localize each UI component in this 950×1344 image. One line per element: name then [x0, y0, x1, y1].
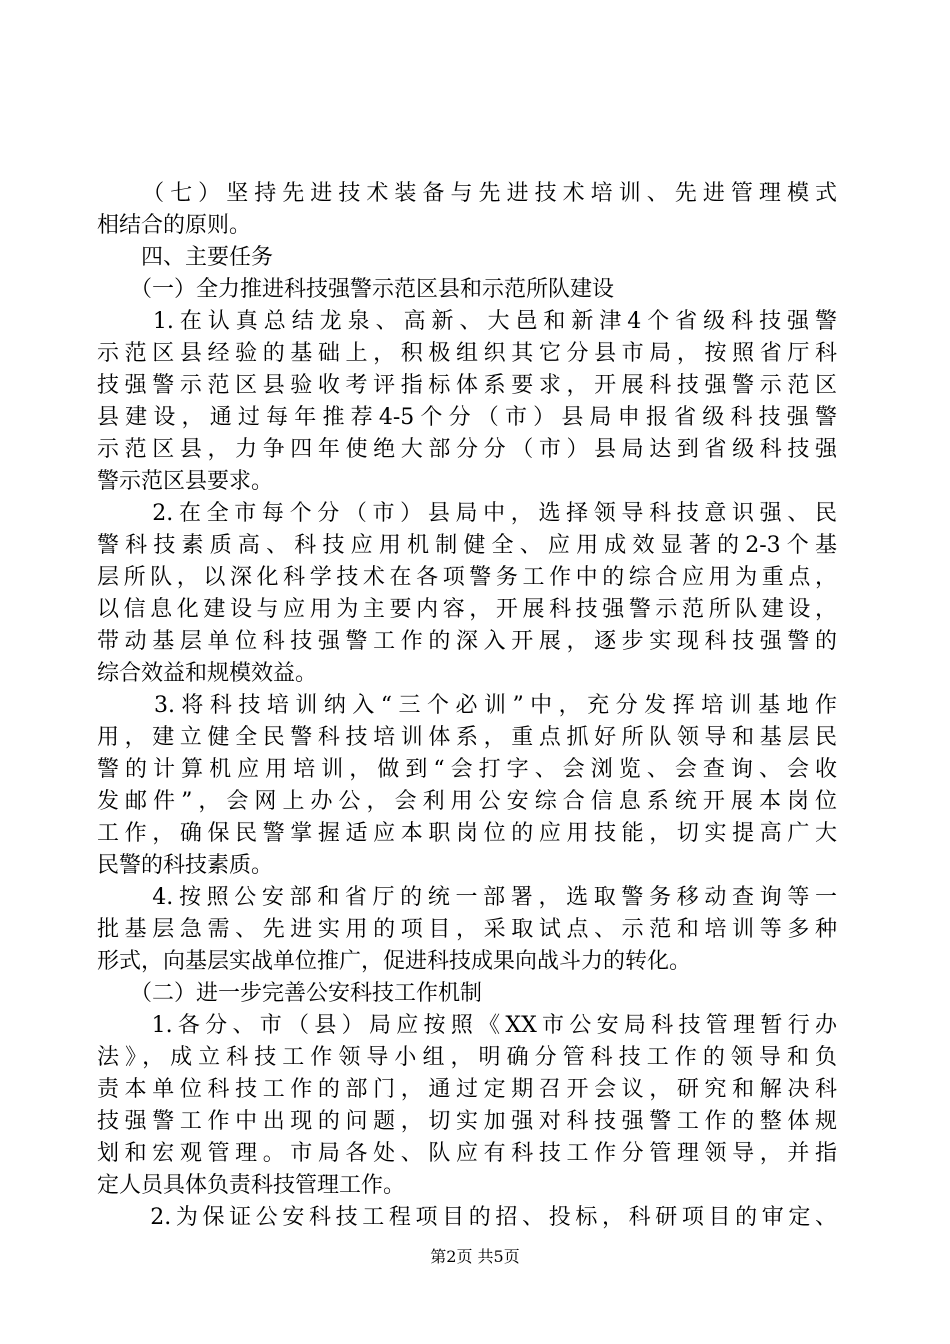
text-line: 定人员具体负责科技管理工作。 [97, 1173, 406, 1198]
text-line: 1.在认真总结龙泉、高新、大邑和新津4个省级科技强警 [97, 309, 837, 334]
text-line: 用，建立健全民警科技培训体系，重点抓好所队领导和基层民 [97, 725, 837, 750]
text-line: 民警的科技素质。 [97, 853, 274, 878]
page-footer: 第2页 共5页 [430, 1247, 520, 1266]
subsection-heading: （二）进一步完善公安科技工作机制 [97, 981, 483, 1006]
text-line: 1.各分、市（县）局应按照《XX市公安局科技管理暂行办 [97, 1013, 837, 1038]
document-body [97, 178, 837, 1234]
text-line: 以信息化建设与应用为主要内容，开展科技强警示范所队建设， [97, 597, 837, 622]
text-line: 县建设，通过每年推荐4-5个分（市）县局申报省级科技强警 [97, 405, 837, 430]
text-line: 综合效益和规模效益。 [97, 661, 318, 686]
text-line: 4.按照公安部和省厅的统一部署，选取警务移动查询等一 [97, 885, 837, 910]
text-line: （七）坚持先进技术装备与先进技术培训、先进管理模式 [97, 181, 837, 206]
text-line: 技强警示范区县验收考评指标体系要求，开展科技强警示范区 [97, 373, 837, 398]
text-line: 2.为保证公安科技工程项目的招、投标，科研项目的审定、 [97, 1205, 837, 1230]
text-line: 示范区县，力争四年使绝大部分分（市）县局达到省级科技强 [97, 437, 837, 462]
text-line: 3.将科技培训纳入“三个必训”中，充分发挥培训基地作 [97, 693, 837, 718]
section-heading: 四、主要任务 [97, 245, 274, 270]
text-line: 划和宏观管理。市局各处、队应有科技工作分管理领导，并指 [97, 1141, 837, 1166]
text-line: 警示范区县要求。 [97, 469, 274, 494]
text-line: 2.在全市每个分（市）县局中，选择领导科技意识强、民 [97, 501, 837, 526]
text-line: 法》，成立科技工作领导小组，明确分管科技工作的领导和负 [97, 1045, 837, 1070]
text-line: 示范区县经验的基础上，积极组织其它分县市局，按照省厅科 [97, 341, 837, 366]
text-line: 工作，确保民警掌握适应本职岗位的应用技能，切实提高广大 [97, 821, 837, 846]
text-line: 批基层急需、先进实用的项目，采取试点、示范和培训等多种 [97, 917, 837, 942]
text-line: 技强警工作中出现的问题，切实加强对科技强警工作的整体规 [97, 1109, 837, 1134]
subsection-heading: （一）全力推进科技强警示范区县和示范所队建设 [97, 277, 615, 302]
text-line: 带动基层单位科技强警工作的深入开展，逐步实现科技强警的 [97, 629, 837, 654]
text-line: 警的计算机应用培训，做到“会打字、会浏览、会查询、会收 [97, 757, 837, 782]
text-line: 警科技素质高、科技应用机制健全、应用成效显著的2-3个基 [97, 533, 837, 558]
text-line: 形式，向基层实战单位推广，促进科技成果向战斗力的转化。 [97, 949, 692, 974]
text-line: 层所队，以深化科学技术在各项警务工作中的综合应用为重点， [97, 565, 837, 590]
text-line: 责本单位科技工作的部门，通过定期召开会议，研究和解决科 [97, 1077, 837, 1102]
text-line: 相结合的原则。 [97, 213, 252, 238]
text-line: 发邮件”，会网上办公，会利用公安综合信息系统开展本岗位 [97, 789, 837, 814]
